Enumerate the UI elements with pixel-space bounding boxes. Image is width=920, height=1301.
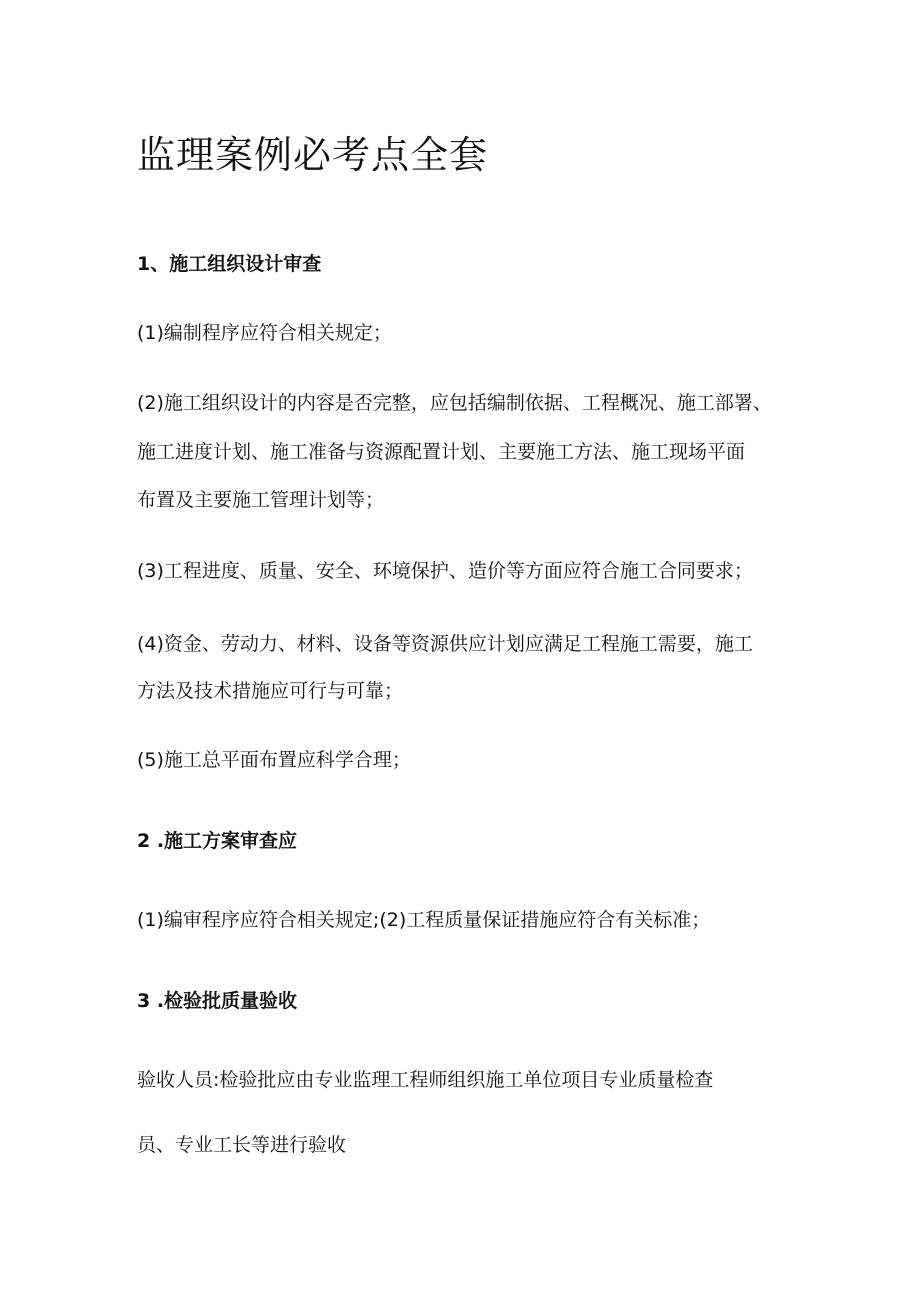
section-3-heading: 3 .检验批质量验收 bbox=[137, 990, 298, 1012]
section-1-heading: 1、施工组织设计审查 bbox=[137, 253, 322, 275]
section-1-item-4-line-2: 方法及技术措施应可行与可靠； bbox=[137, 680, 404, 702]
section-1-item-2-line-1: (2)施工组织设计的内容是否完整，应包括编制依据、工程概况、施工部署、 bbox=[137, 392, 772, 414]
section-1-item-1: (1)编制程序应符合相关规定； bbox=[137, 322, 392, 344]
section-2-heading: 2 .施工方案审查应 bbox=[137, 830, 298, 852]
section-1-item-4-line-1: (4)资金、劳动力、材料、设备等资源供应计划应满足工程施工需要，施工 bbox=[137, 633, 753, 655]
section-2-item-1: (1)编审程序应符合相关规定;(2)工程质量保证措施应符合有关标准； bbox=[137, 909, 711, 931]
section-1-item-5: (5)施工总平面布置应科学合理； bbox=[137, 749, 411, 771]
section-1-item-2-line-3: 布置及主要施工管理计划等； bbox=[137, 489, 385, 511]
section-1-item-3: (3)工程进度、质量、安全、环境保护、造价等方面应符合施工合同要求； bbox=[137, 560, 753, 582]
document-title: 监理案例必考点全套 bbox=[137, 133, 489, 177]
section-3-text-line-1: 验收人员:检验批应由专业监理工程师组织施工单位项目专业质量检查 bbox=[137, 1069, 714, 1091]
section-3-text-line-2: 员、专业工长等进行验收 bbox=[137, 1134, 347, 1156]
section-1-item-2-line-2: 施工进度计划、施工准备与资源配置计划、主要施工方法、施工现场平面 bbox=[137, 441, 746, 463]
